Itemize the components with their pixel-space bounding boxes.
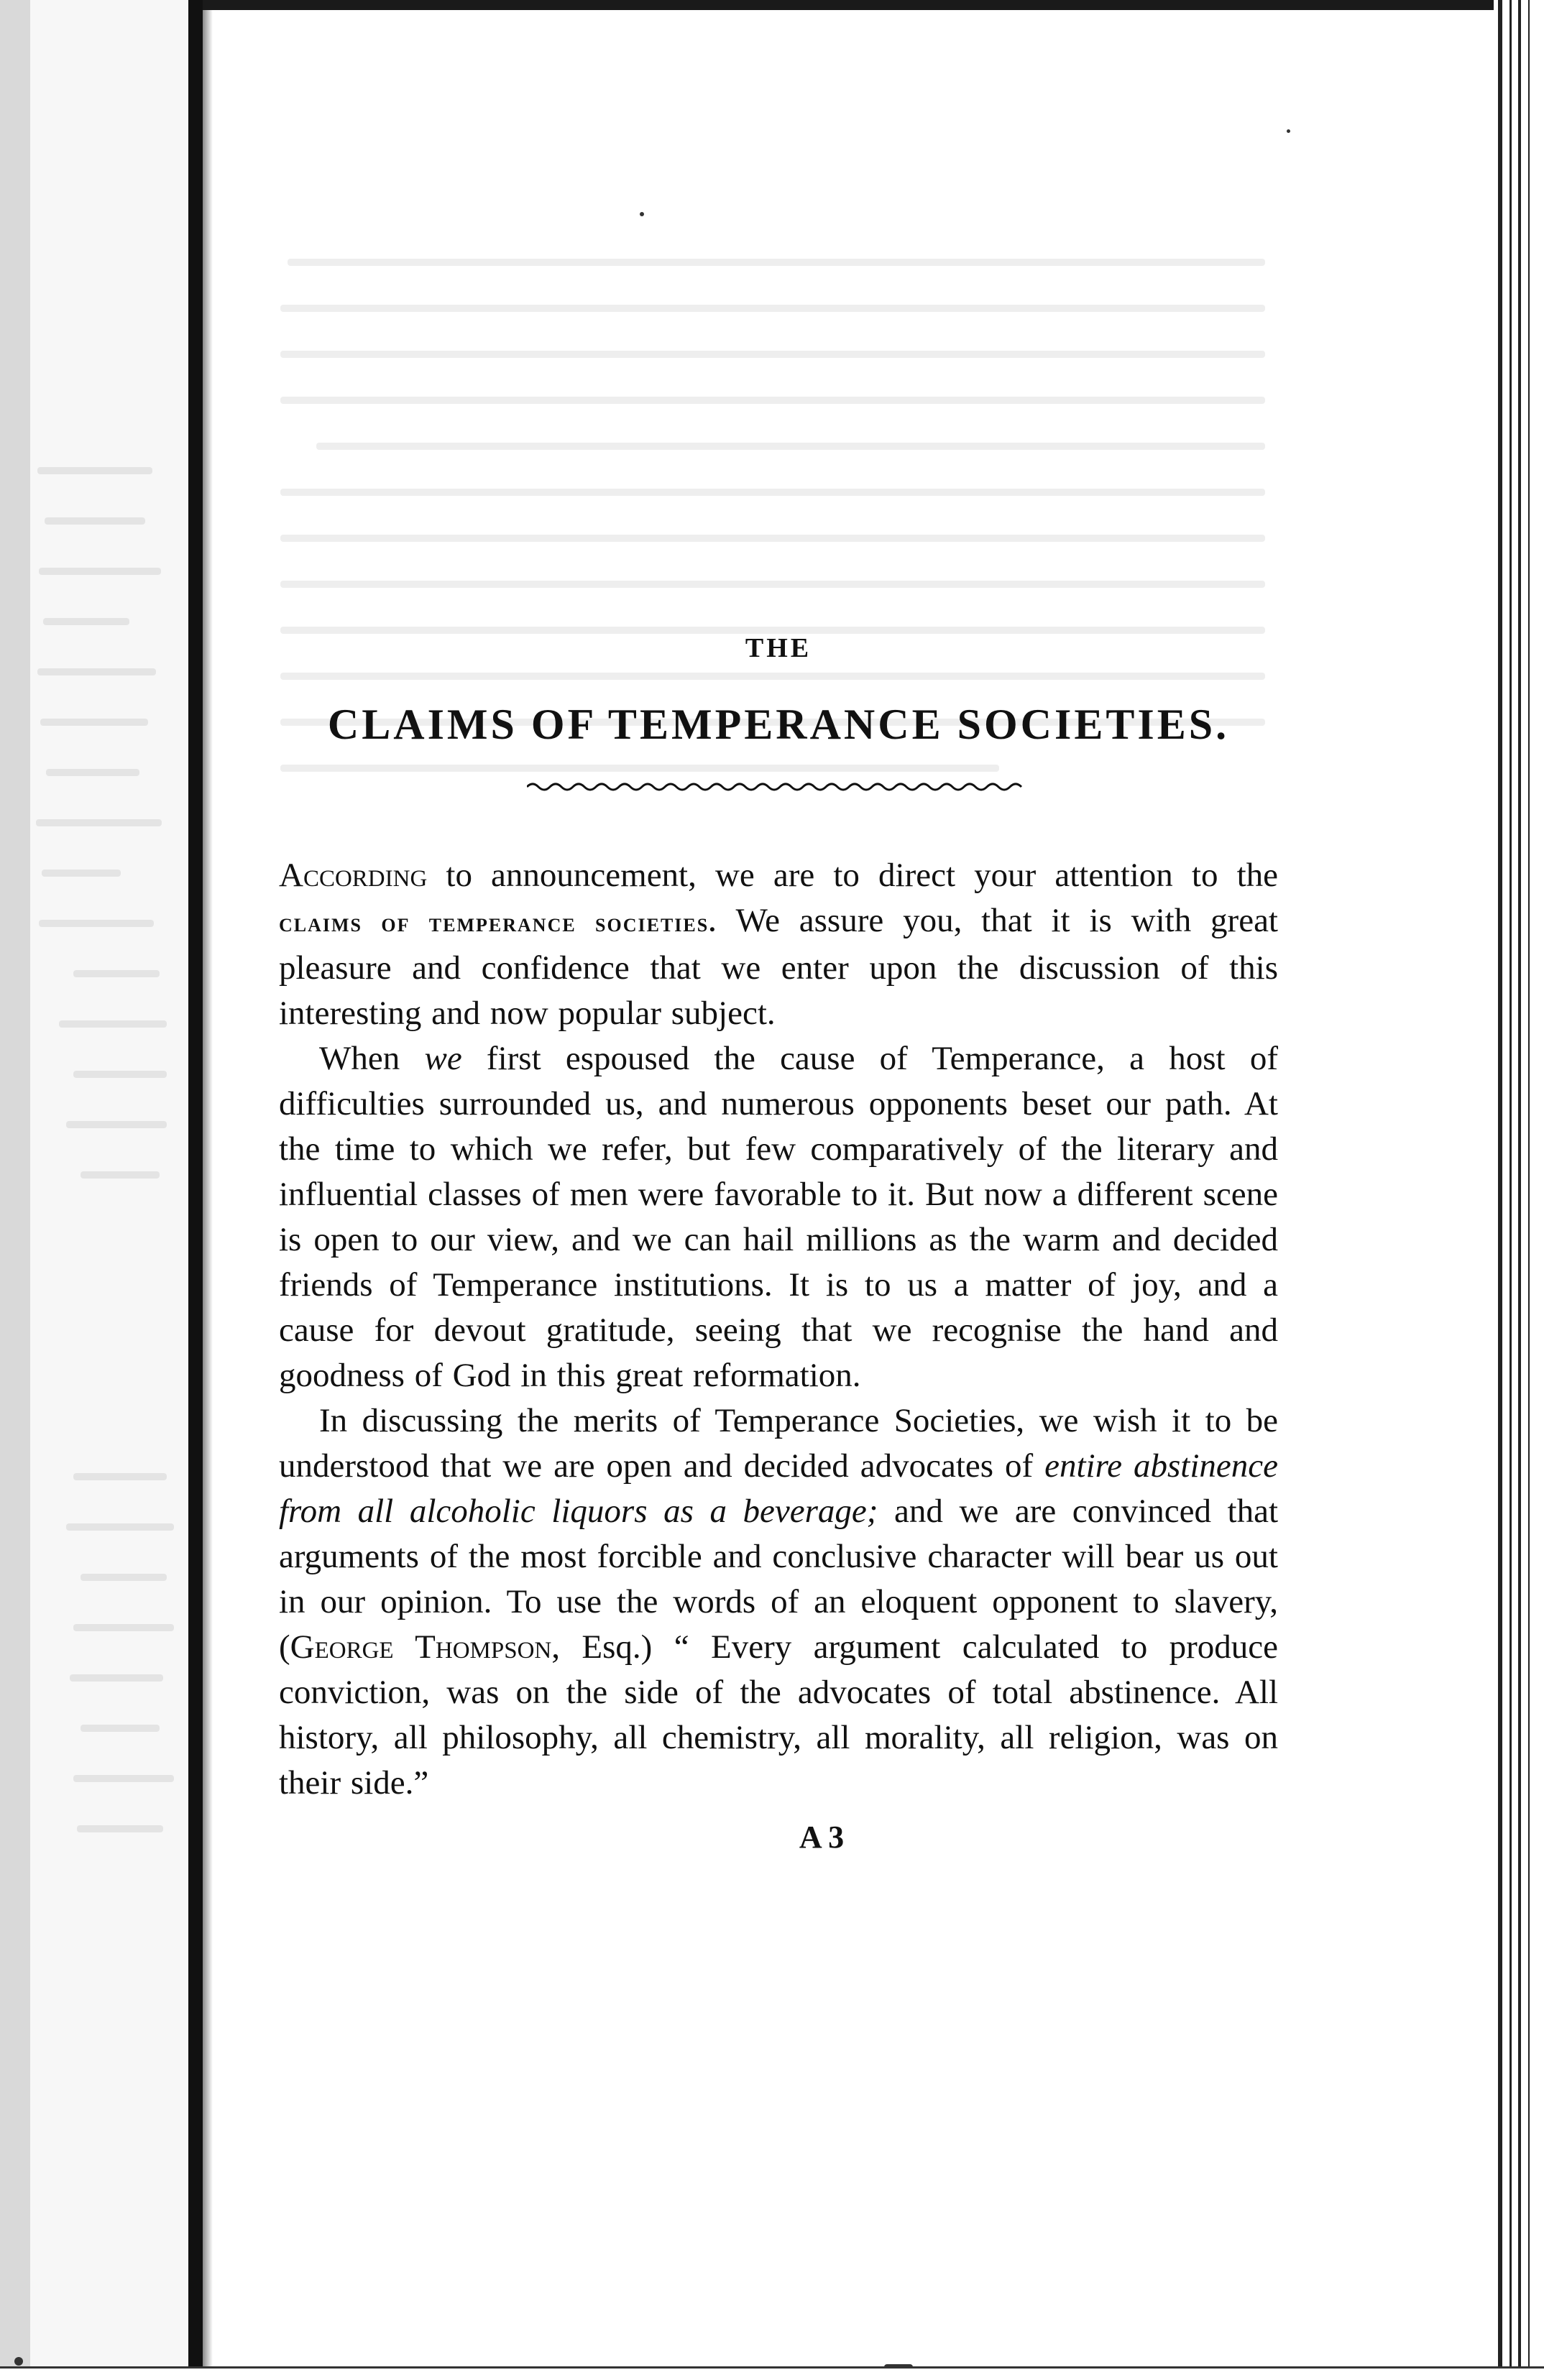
top-page-edge <box>203 0 1494 10</box>
lead-word: According <box>279 857 428 894</box>
paragraph-2-text-a: When <box>319 1040 425 1077</box>
paragraph-2-text-b: first espoused the cause of Temperance, a host of difficulties surrounded us, and numerous opponents beset our path. At the time to which we refer, but few comparatively of the literary and influential classes of men were favorable to it. But now a different scene is open to our view, and we can hail millions as the warm and decided friends of Temperance institutions. It is to us a matter of joy, and a cause for devout gratitude, seeing that we recognise the hand and goodness of God in this great reformation. <box>279 1040 1278 1394</box>
paragraph-3-text-c: , Esq.) “ Every argument calculated to produce conviction, was on the side of the advocates of total abstinence. All history, all philosophy, all chemistry, all morality, all religion, was on their side.” <box>279 1628 1278 1802</box>
page-title: CLAIMS OF TEMPERANCE SOCIETIES. <box>327 701 1230 748</box>
signature-mark: A 3 <box>799 1819 845 1855</box>
scan-gutter <box>0 0 30 2380</box>
scan-speck <box>640 212 644 216</box>
paragraph-2 <box>279 1036 1278 1398</box>
page-content <box>279 632 1278 1855</box>
paragraph-3-italic: entire abstinence from all alcoholic liquors as a beverage; <box>279 1447 1278 1530</box>
paragraph-3-text-a: In discussing the merits of Temperance Societies, we wish it to be understood that we are open and decided advocates of <box>279 1402 1278 1485</box>
scan-speck <box>14 2357 23 2366</box>
heading-the: THE <box>745 633 812 663</box>
previous-page-showthrough <box>30 0 188 2380</box>
paragraph-3-name-smallcaps: George Thompson <box>290 1628 552 1666</box>
paragraph-2-italic: we <box>424 1040 462 1077</box>
paragraph-1-smallcaps: claims of temperance societies. <box>279 908 717 938</box>
book-spine <box>188 0 203 2380</box>
paragraph-1-text-a: to announcement, we are to direct your attention to the <box>427 857 1278 894</box>
bottom-page-edge <box>0 2366 1544 2380</box>
wavy-rule-ornament-icon <box>527 778 1030 795</box>
paragraph-3 <box>279 1398 1278 1806</box>
spine-shadow <box>203 0 213 2380</box>
paragraph-3-text-b: and we are convinced that arguments of the most forcible and conclusive character will bear us out in our opinion. To use the words of an eloquent opponent to slavery, ( <box>279 1493 1279 1666</box>
paragraph-1-text-b: We assure you, that it is with great pleasure and confidence that we enter upon the discussion of this interesting and now popular subject. <box>279 902 1278 1032</box>
page-block-edge <box>1494 0 1544 2380</box>
scan-speck <box>1287 129 1290 133</box>
paragraph-1 <box>279 853 1278 1036</box>
